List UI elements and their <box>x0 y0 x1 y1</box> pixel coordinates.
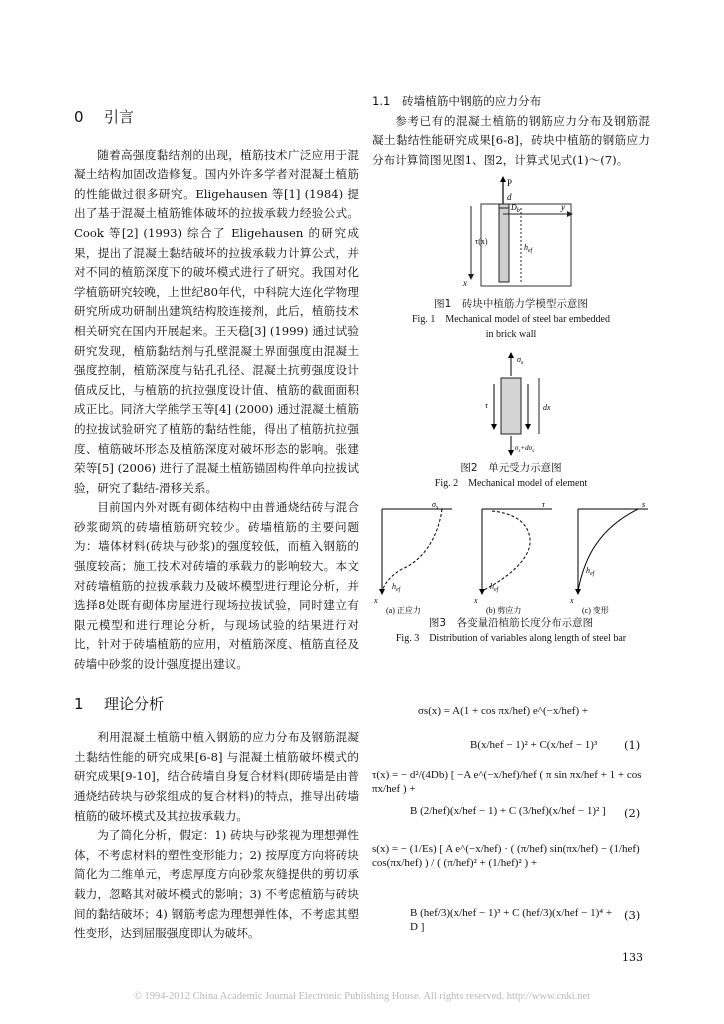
left-column <box>74 108 359 944</box>
figure-2-caption-en: Fig. 2 Mechanical model of element <box>434 478 588 490</box>
theory-paragraph-1: 利用混凝土植筋中植入钢筋的应力分布及钢筋混凝土黏结性能的研究成果[6-8] 与混凝土植筋破坏模式的研究成果[9-10]，结合砖墙自身复合材料(即砖墙是由普通烧结砖块与砂浆组成的复合材料)的特点，推导出砖墙植筋的破坏模式及其拉拔承载力。 <box>74 730 359 823</box>
panel-b-h-symbol: h <box>490 582 494 592</box>
load-arrowhead <box>500 176 506 182</box>
panel-a-curve-sub: s <box>435 505 439 512</box>
y-label: y <box>561 202 565 213</box>
equation-3-line-1: s(x) = − (1/Es) [ A e^(−x/hef) · ( (π/hef) sin(πx/hef) − (1/hef) cos(πx/hef) ) / ( (π/hef)² + (1/hef)² ) + <box>372 843 640 869</box>
panel-b-curve <box>482 511 530 594</box>
panel-a <box>373 500 452 615</box>
panel-a-caption: (a) 正应力 <box>386 606 421 616</box>
figure-1-caption-en-1: Fig. 1 Mechanical model of steel bar embedded <box>412 314 610 326</box>
left-shear-arrowhead <box>491 424 497 430</box>
bottom-sigma-increment-sub: s <box>532 449 535 455</box>
x-label: x <box>463 278 467 289</box>
section-0-title: 引言 <box>104 108 135 126</box>
figure-3-caption-zh: 图3 各变量沿植筋长度分布示意图 <box>428 617 594 630</box>
equation-1-number: (1) <box>624 738 641 752</box>
load-label: P <box>507 178 513 189</box>
figure-3 <box>372 499 650 615</box>
top-sigma-symbol: σ <box>517 355 521 365</box>
figure-3-diagram <box>372 499 650 615</box>
panel-c-h-sub: ef <box>590 571 595 578</box>
section-1-heading <box>74 695 359 715</box>
panel-c-axis-label: x <box>570 596 574 606</box>
panel-c-caption: (c) 变形 <box>582 606 609 616</box>
hef-symbol: h <box>524 243 528 253</box>
hole-diameter-symbol: D <box>511 203 517 213</box>
panel-a-h-sub: ef <box>396 587 401 594</box>
panel-c-curve-label: s <box>642 500 646 510</box>
equation-2-number: (2) <box>624 806 641 820</box>
hole-diameter-sub: b <box>516 208 520 215</box>
section-1-title: 理论分析 <box>104 694 165 713</box>
figure-1-caption-en-2: in brick wall <box>485 329 537 341</box>
panel-a-axis-label: x <box>374 596 378 606</box>
section-0-number: 0 <box>74 108 84 126</box>
intro-paragraph-1: 随着高强度黏结剂的出现，植筋技术广泛应用于混凝土结构加固改造修复。国内外许多学者对混凝土植筋的性能做过很多研究。Eligehausen 等[1] (1984) 提出了基于混凝土植筋锥体破坏的拉拔承载力经验公式。Cook 等[2] (1993) 综合了 Eligehausen 的研究成果，提出了混凝土黏结破坏的拉拔承载力计算公式，并对不同的植筋深度下的破坏模式进行了研究。我国对化学植筋研究较晚，上世纪80年代，中科院大连化学物理研究所成功研制出建筑结构胶连接剂，此后，植筋技术相关研究在国内开展起来。王天稳[3] (1999) 通过试验研究发现，植筋黏结剂与孔壁混凝土界面强度由混凝土强度控制，植筋深度与钻孔孔径、混凝土抗剪强度设计值成反比，与植筋的抗拉强度设计值、植筋的截面面积成正比。同济大学熊学玉等[4] (2000) 通过混凝土植筋的拉拔试验研究了植筋的黏结性能，得出了植筋抗拉强度、植筋破坏形态及植筋深度对破坏形态的影响。张建荣等[5] (2006) 进行了混凝土植筋锚固构件单向拉拔试验，研究了黏结-滑移关系。 <box>74 147 359 495</box>
tau-label: τ <box>485 401 488 411</box>
equation-1-line-1: σs(x) = A(1 + cos πx/hef) e^(−x/hef) + <box>418 705 589 717</box>
x-axis-arrowhead <box>468 274 474 280</box>
section-0-heading <box>74 108 359 128</box>
panel-b-axis-label: x <box>474 596 478 606</box>
dx-label: dx <box>543 403 551 413</box>
right-shear-arrowhead <box>525 424 531 430</box>
intro-paragraph-2: 目前国内外对既有砌体结构中由普通烧结砖与混合砂浆砌筑的砖墙植筋研究较少。砖墙植筋的主要问题为：墙体材料(砖块与砂浆)的强度较低，而植入钢筋的强度较高；施工技术对砖墙的承载力的影响较大。本文对砖墙植筋的拉拔承载力及破坏模型进行理论分析，并选择8处既有砌体房屋进行现场拉拔试验，同时建立有限元模型和进行理论分析，与现场试验的结果进行对比，针对于砖墙植筋的应用，对植筋深度、植筋直径及砖墙中砂浆的设计强度提出建议。 <box>74 500 359 672</box>
tau-label: τ(x) <box>475 237 488 247</box>
stress-distribution-paragraph: 参考已有的混凝土植筋的钢筋应力分布及钢筋混凝土黏结性能研究成果[6-8]，砖块中植筋的钢筋应力分布计算简图见图1、图2，计算式见式(1)～(7)。 <box>372 113 650 167</box>
bottom-sigma-symbol: σ <box>515 444 519 453</box>
theory-paragraph-2: 为了简化分析，假定：1) 砖块与砂浆视为理想弹性体，不考虑材料的塑性变形能力；2) 按厚度方向将砖块简化为二维单元，考虑厚度方向砂浆灰缝提供的剪切承载力，忽略其对破坏模式的影响；3) 不考虑植筋与砖块间的黏结破坏；4) 钢筋考虑为理想弹性体，不考虑其塑性变形，达到屈服强度即认为破坏。 <box>74 828 359 941</box>
panel-c-curve <box>578 509 638 591</box>
panel-a-x-arrowhead <box>379 589 385 595</box>
top-sigma-label <box>517 355 524 366</box>
figure-3-caption-en: Fig. 3 Distribution of variables along length of steel bar <box>395 633 627 645</box>
page-number: 133 <box>622 951 643 964</box>
panel-a-h-symbol: h <box>392 582 396 592</box>
panel-b-x-arrowhead <box>479 589 485 595</box>
figure-1-diagram <box>441 176 581 296</box>
top-stress-arrowhead <box>508 352 514 358</box>
figure-1 <box>441 176 581 296</box>
top-sigma-sub: s <box>520 360 524 367</box>
figure-1-caption-zh: 图1 砖块中植筋力学模型示意图 <box>434 298 588 311</box>
subsection-1-1-heading: 1.1 砖墙植筋中钢筋的应力分布 <box>372 94 542 108</box>
element-block <box>501 378 521 434</box>
panel-c-h-symbol: h <box>586 566 590 576</box>
panel-b-curve-label: τ <box>542 500 545 510</box>
panel-b-caption: (b) 剪应力 <box>486 606 522 616</box>
copyright-footer: © 1994-2012 China Academic Journal Electronic Publishing House. All rights reserved. http://www.cnki.net <box>133 991 591 1002</box>
panel-c-h-label <box>586 566 596 577</box>
embedded-bar <box>499 204 509 282</box>
panel-a-curve-symbol: σ <box>432 500 436 510</box>
section-1-number: 1 <box>74 694 84 713</box>
panel-b-h-sub: ef <box>494 587 499 594</box>
panel-a-curve <box>382 509 442 594</box>
figure-2-diagram <box>461 350 561 460</box>
hef-sub: ef <box>528 248 533 255</box>
diameter-label: d <box>507 192 512 203</box>
equation-3-number: (3) <box>624 908 641 922</box>
panel-b <box>473 500 552 615</box>
bottom-sigma-label <box>515 444 534 454</box>
equation-3-line-2: B (hef/3)(x/hef − 1)³ + C (hef/3)(x/hef − 1)⁴ + D ] <box>410 907 613 933</box>
bottom-sigma-increment: +dσ <box>520 444 533 453</box>
bottom-sigma-sub: s <box>518 449 521 455</box>
equation-1-line-2: B(x/hef − 1)² + C(x/hef − 1)³ <box>470 739 598 751</box>
equation-2-line-2: B (2/hef)(x/hef − 1) + C (3/hef)(x/hef − 1)² ] <box>410 805 606 817</box>
bottom-stress-arrowhead <box>508 450 514 456</box>
right-column <box>372 92 650 646</box>
figure-2-caption-zh: 图2 单元受力示意图 <box>460 462 562 475</box>
panel-a-h-label <box>392 582 402 593</box>
panel-c <box>569 500 648 615</box>
figure-2 <box>461 350 561 460</box>
equation-2-line-1: τ(x) = − d²/(4Db) [ −A e^(−x/hef)/hef ( π sin πx/hef + 1 + cos πx/hef ) + <box>372 769 642 795</box>
